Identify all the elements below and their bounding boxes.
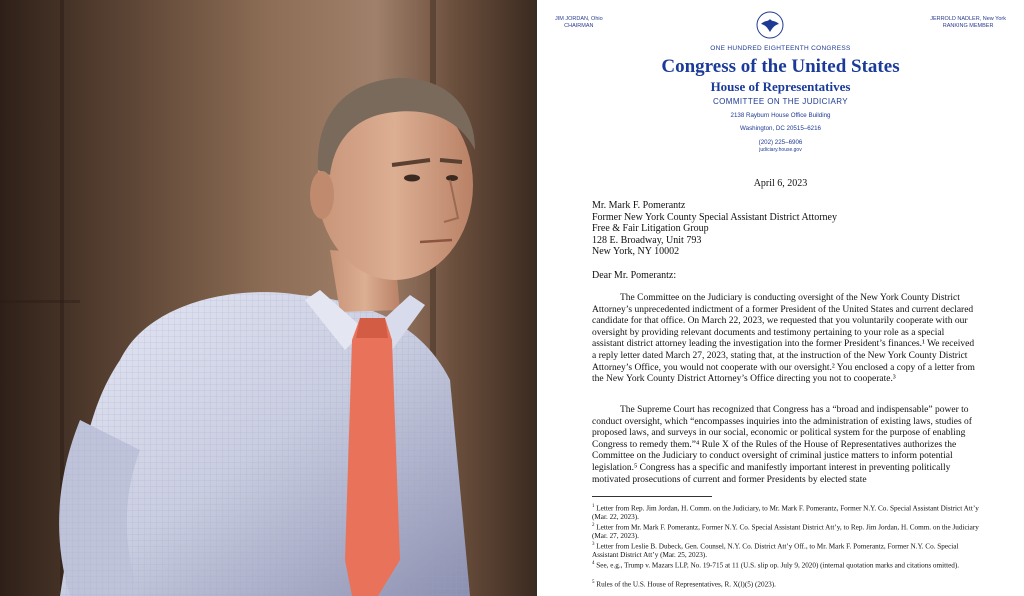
footnote-4 bbox=[592, 559, 982, 570]
ranking-member-role: RANKING MEMBER bbox=[942, 23, 994, 29]
recipient-line: 128 E. Broadway, Unit 793 bbox=[592, 234, 702, 246]
recipient-address bbox=[592, 200, 837, 258]
paragraph-1: The Committee on the Judiciary is conducting oversight of the New York County District Attorney’s unprecedented indictment of a former President of the United States and current declared candidate for that office. On March 22, 2023, we requested that you voluntarily cooperate with our oversight by providing relevant documents and testimony pertaining to your role as a special assistant district attorney leading the investigation into the former President’s finances.¹ We received a reply letter dated March 27, 2023, stating that, at the instruction of the New York County District Attorney’s Office, you would not cooperate with our oversight.² You enclosed a copy of a letter from the New York County District Attorney’s Office directing you not to cooperate.³ bbox=[592, 293, 975, 385]
footnote-number: 5 bbox=[592, 580, 595, 585]
recipient-line: New York, NY 10002 bbox=[592, 246, 680, 258]
footnote-text: Letter from Mr. Mark F. Pomerantz, Former N.Y. Co. Special Assistant District Att’y, to Rep. Jim Jordan, H. Comm. on the Judiciary (Mar. 27, 2023). bbox=[592, 523, 979, 541]
ranking-member-name: JERROLD NADLER, New York bbox=[930, 16, 1006, 22]
salutation: Dear Mr. Pomerantz: bbox=[592, 270, 677, 281]
congress-number: ONE HUNDRED EIGHTEENTH CONGRESS bbox=[710, 45, 851, 52]
footnote-text: Letter from Rep. Jim Jordan, H. Comm. on the Judiciary, to Mr. Mark F. Pomerantz, Former N.Y. Co. Special Assistant District Att’y (Mar. 22, 2023). bbox=[592, 504, 979, 522]
footnote-number: 4 bbox=[592, 561, 595, 566]
ranking-member-header bbox=[930, 16, 1006, 30]
footnote-3 bbox=[592, 540, 982, 560]
congress-title: Congress of the United States bbox=[661, 56, 900, 77]
footnote-divider bbox=[592, 496, 712, 497]
footnote-number: 2 bbox=[592, 523, 595, 528]
chairman-name: JIM JORDAN, Ohio bbox=[555, 16, 603, 22]
footnote-text: See, e.g., Trump v. Mazars LLP, No. 19-715 at 11 (U.S. slip op. July 9, 2020) (internal quotation marks and citations omitted). bbox=[596, 561, 960, 570]
congressional-letter bbox=[537, 0, 1024, 596]
house-title: House of Representatives bbox=[710, 79, 851, 94]
recipient-line: Former New York County Special Assistant District Attorney bbox=[592, 211, 837, 223]
recipient-line: Free & Fair Litigation Group bbox=[592, 223, 709, 235]
footnote-5 bbox=[592, 578, 982, 589]
footnote-text: Letter from Leslie B. Dubeck, Gen. Counsel, N.Y. Co. District Att’y Off., to Mr. Mark F. Pomerantz, Former N.Y. Co. Special Assistant District Att’y (Mar. 25, 2023). bbox=[592, 542, 959, 560]
footnote-1 bbox=[592, 502, 982, 522]
committee-name: COMMITTEE ON THE JUDICIARY bbox=[712, 97, 848, 106]
footnote-number: 1 bbox=[592, 504, 595, 509]
footnote-number: 3 bbox=[592, 542, 595, 547]
office-city: Washington, DC 20515–6216 bbox=[740, 125, 821, 132]
letter-date: April 6, 2023 bbox=[753, 178, 808, 189]
chairman-header bbox=[555, 16, 603, 30]
paragraph-2: The Supreme Court has recognized that Congress has a “broad and indispensable” power to conduct oversight, which “encompasses inquiries into the administration of existing laws, studies of proposed laws, and surveys in our social, economic or political system for the purpose of enabling Congress to remedy them.”⁴ Rule X of the Rules of the House of Representatives authorizes the Committee on the Judiciary to conduct oversight of criminal justice matters to inform potential legislation.⁵ Congress has a specific and manifestly important interest in preventing politically motivated prosecutions of current and former Presidents by elected state bbox=[592, 405, 972, 485]
recipient-line: Mr. Mark F. Pomerantz bbox=[592, 200, 686, 211]
footnote-2 bbox=[592, 521, 982, 541]
office-address: 2138 Rayburn House Office Building bbox=[730, 112, 831, 119]
office-phone: (202) 225–6906 bbox=[758, 139, 803, 146]
office-website: judiciary.house.gov bbox=[759, 147, 802, 153]
footnote-text: Rules of the U.S. House of Representatives, R. X(l)(5) (2023). bbox=[596, 580, 776, 589]
chairman-role: CHAIRMAN bbox=[564, 23, 594, 29]
eagle-seal-icon bbox=[755, 10, 785, 40]
